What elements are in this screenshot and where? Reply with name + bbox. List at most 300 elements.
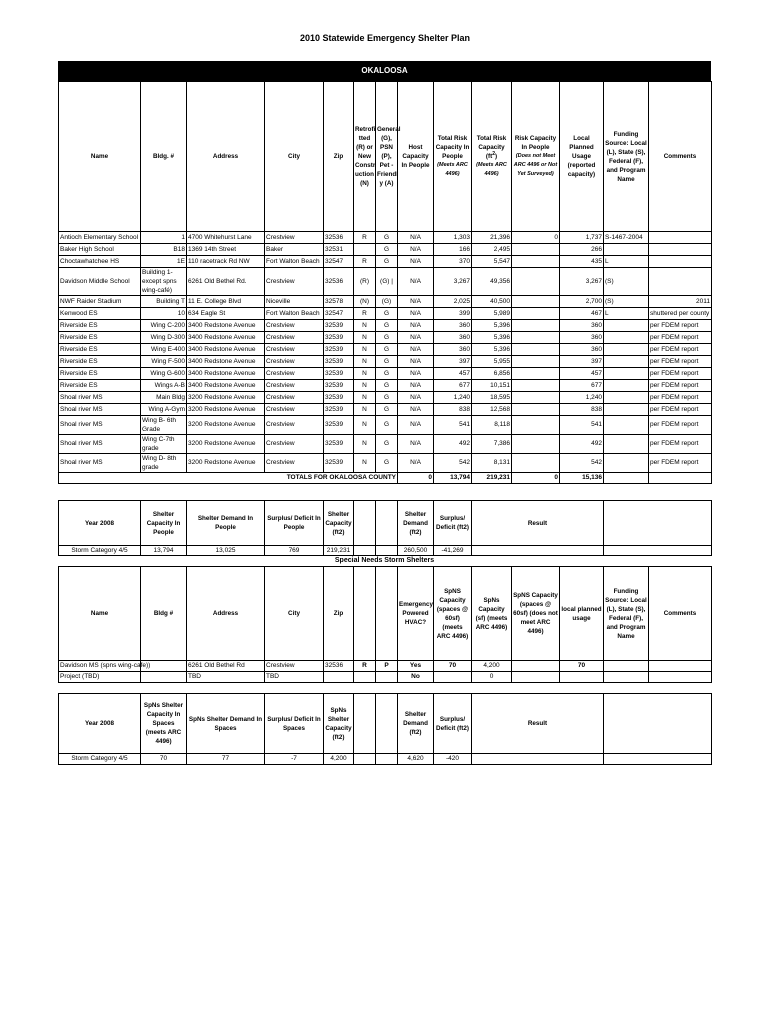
cell-lpu: 677	[560, 380, 604, 392]
cell-com: per FDEM report	[649, 435, 712, 454]
spns-col-not-meet: SpNS Capacity (spaces @ 60sf) (does not meet ARC 4496)	[512, 567, 560, 661]
special-needs-table	[58, 566, 712, 683]
cell-city: Baker	[265, 244, 324, 256]
spns-row-1-hvac: Yes	[398, 661, 434, 672]
cell-trp: 838	[434, 404, 472, 416]
spns-summary-blank-1	[354, 694, 376, 754]
cell-address: 3400 Redstone Avenue	[187, 356, 265, 368]
cell-name: Riverside ES	[59, 344, 141, 356]
spns-row-1-not-meet	[512, 661, 560, 672]
spns-col-blank-1	[354, 567, 376, 661]
cell-trf: 10,151	[472, 380, 512, 392]
summary-row-demand: 13,025	[187, 546, 265, 556]
cell-trp: 2,025	[434, 296, 472, 308]
summary-row-surplus-ft: -41,269	[434, 546, 472, 556]
total-risk-people-label: Total Risk Capacity In People	[435, 135, 470, 160]
cell-address: 1369 14th Street	[187, 244, 265, 256]
cell-zip: 32539	[324, 344, 354, 356]
cell-bldg: Wing D-300	[141, 332, 187, 344]
spns-row-1-address: 6261 Old Bethel Rd	[187, 661, 265, 672]
cell-bldg: Main Bldg	[141, 392, 187, 404]
cell-trp: 360	[434, 332, 472, 344]
spns-row-2-local	[560, 672, 604, 683]
cell-address: 3200 Redstone Avenue	[187, 454, 265, 473]
cell-trp: 1,303	[434, 232, 472, 244]
cell-name: Riverside ES	[59, 368, 141, 380]
spns-row-2-address: TBD	[187, 672, 265, 683]
col-bldg: Bldg. #	[141, 82, 187, 232]
cell-trp: 3,267	[434, 268, 472, 296]
capacity-summary-table	[58, 500, 712, 556]
cell-fund	[604, 244, 649, 256]
cell-city: Crestview	[265, 380, 324, 392]
summary-surplus-header: Surplus/ Deficit In People	[265, 501, 324, 546]
spns-col-blank-2	[376, 567, 398, 661]
cell-rn: N	[354, 435, 376, 454]
cell-bldg: Wing G-600	[141, 368, 187, 380]
cell-host: N/A	[398, 232, 434, 244]
summary-row-label: Storm Category 4/5	[59, 546, 141, 556]
cell-bldg: Wing C-200	[141, 320, 187, 332]
spns-summary-demand-header: SpNs Shelter Demand In Spaces	[187, 694, 265, 754]
special-needs-title: Special Needs Storm Shelters	[334, 557, 435, 564]
spns-summary-row-surplus-ft: -420	[434, 754, 472, 765]
cell-name: Shoal river MS	[59, 435, 141, 454]
cell-zip: 32539	[324, 416, 354, 435]
cell-fund	[604, 416, 649, 435]
spns-row-1-sf: 4,200	[472, 661, 512, 672]
spns-row-1-capacity: 70	[434, 661, 472, 672]
cell-trf: 5,955	[472, 356, 512, 368]
cell-trf: 5,396	[472, 344, 512, 356]
table-row	[59, 356, 712, 368]
cell-rc	[512, 320, 560, 332]
cell-fund	[604, 380, 649, 392]
cell-rc	[512, 368, 560, 380]
summary-surplus-ft-header: Surplus/ Deficit (ft2)	[434, 501, 472, 546]
cell-address: 3200 Redstone Avenue	[187, 435, 265, 454]
cell-rc	[512, 256, 560, 268]
cell-lpu: 397	[560, 356, 604, 368]
cell-name: NWF Raider Stadium	[59, 296, 141, 308]
cell-address: 6261 Old Bethel Rd.	[187, 268, 265, 296]
cell-trf: 40,500	[472, 296, 512, 308]
cell-rn: R	[354, 256, 376, 268]
cell-rn: (R)	[354, 268, 376, 296]
cell-trf: 8,118	[472, 416, 512, 435]
cell-host: N/A	[398, 356, 434, 368]
spns-summary-row-surplus: -7	[265, 754, 324, 765]
cell-bldg: 1	[141, 232, 187, 244]
cell-zip: 32539	[324, 332, 354, 344]
spns-summary-blank-3	[604, 694, 712, 754]
cell-fund	[604, 392, 649, 404]
summary-result-header: Result	[472, 501, 604, 546]
county-header: OKALOOSA	[58, 61, 711, 81]
spns-col-hvac: Emergency Powered HVAC?	[398, 567, 434, 661]
table-row	[59, 308, 712, 320]
cell-zip: 32539	[324, 454, 354, 473]
cell-rn: N	[354, 404, 376, 416]
cell-host: N/A	[398, 344, 434, 356]
cell-trf: 2,495	[472, 244, 512, 256]
cell-bldg: Wing C-7th grade	[141, 435, 187, 454]
cell-city: Crestview	[265, 332, 324, 344]
cell-trp: 166	[434, 244, 472, 256]
spns-col-bldg: Bldg #	[141, 567, 187, 661]
cell-name: Davidson Middle School	[59, 268, 141, 296]
summary-capacity-header: Shelter Capacity In People	[141, 501, 187, 546]
cell-com	[649, 256, 712, 268]
cell-city: Crestview	[265, 454, 324, 473]
totals-trf: 219,231	[472, 473, 512, 484]
cell-rc	[512, 344, 560, 356]
cell-trf: 12,568	[472, 404, 512, 416]
cell-address: 3200 Redstone Avenue	[187, 392, 265, 404]
spns-summary-result-header: Result	[472, 694, 604, 754]
summary-row-capacity-ft: 219,231	[324, 546, 354, 556]
summary-demand-ft-header: Shelter Demand (ft2)	[398, 501, 434, 546]
spns-row-2-capacity	[434, 672, 472, 683]
totals-host: 0	[398, 473, 434, 484]
spns-row-1-p: P	[376, 661, 398, 672]
cell-name: Riverside ES	[59, 356, 141, 368]
cell-com	[649, 232, 712, 244]
cell-rc	[512, 454, 560, 473]
totals-rc: 0	[512, 473, 560, 484]
col-general: General (G), PSN (P), Pet - Friendl y (A)	[376, 82, 398, 232]
table-row	[59, 380, 712, 392]
cell-rc	[512, 308, 560, 320]
cell-fund	[604, 320, 649, 332]
spns-row-1-name: Davidson MS (spns wing-cafe))	[59, 661, 141, 672]
summary-blank-3	[604, 501, 712, 546]
table-row	[59, 454, 712, 473]
totals-fund	[604, 473, 649, 484]
cell-fund: S-1467-2004	[604, 232, 649, 244]
cell-zip: 32536	[324, 232, 354, 244]
total-risk-people-note: (Meets ARC 4496)	[437, 162, 468, 177]
cell-lpu: 467	[560, 308, 604, 320]
cell-fund	[604, 332, 649, 344]
cell-city: Crestview	[265, 232, 324, 244]
cell-rn: R	[354, 308, 376, 320]
cell-host: N/A	[398, 392, 434, 404]
col-city: City	[265, 82, 324, 232]
cell-bldg: B18	[141, 244, 187, 256]
spns-row-2-bldg	[141, 672, 187, 683]
cell-fund: L	[604, 308, 649, 320]
shelter-table	[58, 81, 712, 484]
spns-summary-surplus-header: Surplus/ Deficit In Spaces	[265, 694, 324, 754]
spns-row-1-r: R	[354, 661, 376, 672]
summary-demand-header: Shelter Demand In People	[187, 501, 265, 546]
cell-zip: 32539	[324, 320, 354, 332]
summary-row-demand-ft: 260,500	[398, 546, 434, 556]
cell-city: Crestview	[265, 356, 324, 368]
cell-lpu: 492	[560, 435, 604, 454]
spns-row-2-funding	[604, 672, 649, 683]
table-row	[59, 392, 712, 404]
cell-trf: 5,547	[472, 256, 512, 268]
cell-zip: 32536	[324, 268, 354, 296]
cell-address: 3400 Redstone Avenue	[187, 332, 265, 344]
cell-rn: N	[354, 392, 376, 404]
cell-address: 3400 Redstone Avenue	[187, 380, 265, 392]
spns-col-capacity: SpNS Capacity (spaces @ 60sf) (meets ARC 4496)	[434, 567, 472, 661]
table-row	[59, 296, 712, 308]
cell-bldg: Wing E-400	[141, 344, 187, 356]
cell-zip: 32531	[324, 244, 354, 256]
cell-lpu: 3,267	[560, 268, 604, 296]
cell-fund	[604, 404, 649, 416]
cell-rc	[512, 404, 560, 416]
cell-host: N/A	[398, 256, 434, 268]
cell-zip: 32539	[324, 392, 354, 404]
cell-name: Shoal river MS	[59, 404, 141, 416]
spns-summary-blank-2	[376, 694, 398, 754]
cell-lpu: 838	[560, 404, 604, 416]
cell-address: 3200 Redstone Avenue	[187, 416, 265, 435]
cell-rc	[512, 244, 560, 256]
table-row	[59, 320, 712, 332]
col-host: Host Capacity In People	[398, 82, 434, 232]
cell-com: per FDEM report	[649, 404, 712, 416]
table-row	[59, 416, 712, 435]
cell-trp: 541	[434, 416, 472, 435]
shelter-rows	[59, 232, 712, 473]
cell-host: N/A	[398, 308, 434, 320]
table-row	[59, 435, 712, 454]
total-risk-ft-label	[473, 134, 510, 161]
risk-capacity-note: (Does not Meet ARC 4496 or Not Yet Surveyed)	[513, 153, 558, 177]
cell-host: N/A	[398, 268, 434, 296]
cell-fund: L	[604, 256, 649, 268]
cell-trp: 360	[434, 320, 472, 332]
summary-row-blank-2	[376, 546, 398, 556]
cell-com: per FDEM report	[649, 344, 712, 356]
spns-summary-surplus-ft-header: Surplus/ Deficit (ft2)	[434, 694, 472, 754]
cell-gen: G	[376, 308, 398, 320]
cell-rn: N	[354, 368, 376, 380]
cell-address: 3400 Redstone Avenue	[187, 344, 265, 356]
total-risk-ft-text: Total Risk Capacity (ft	[476, 135, 507, 160]
cell-rc	[512, 356, 560, 368]
cell-gen: G	[376, 356, 398, 368]
cell-city: Crestview	[265, 404, 324, 416]
cell-com	[649, 244, 712, 256]
col-funding: Funding Source: Local (L), State (S), Federal (F), and Program Name	[604, 82, 649, 232]
cell-rn: N	[354, 454, 376, 473]
cell-trp: 457	[434, 368, 472, 380]
cell-fund	[604, 356, 649, 368]
cell-host: N/A	[398, 404, 434, 416]
cell-rc	[512, 435, 560, 454]
cell-fund	[604, 435, 649, 454]
cell-bldg: Wings A-B	[141, 380, 187, 392]
col-zip: Zip	[324, 82, 354, 232]
cell-com	[649, 268, 712, 296]
cell-host: N/A	[398, 244, 434, 256]
cell-host: N/A	[398, 320, 434, 332]
cell-lpu: 435	[560, 256, 604, 268]
cell-rn	[354, 244, 376, 256]
cell-gen: G	[376, 454, 398, 473]
cell-rn: N	[354, 332, 376, 344]
cell-lpu: 542	[560, 454, 604, 473]
spns-col-city: City	[265, 567, 324, 661]
summary-year-header: Year 2008	[59, 501, 141, 546]
cell-rc	[512, 296, 560, 308]
spns-row-2-not-meet	[512, 672, 560, 683]
cell-gen: G	[376, 344, 398, 356]
spns-summary-row-blank-2	[376, 754, 398, 765]
col-name: Name	[59, 82, 141, 232]
cell-zip: 32578	[324, 296, 354, 308]
cell-com: 2011	[649, 296, 712, 308]
spns-summary-row-demand-ft: 4,620	[398, 754, 434, 765]
summary-blank-2	[376, 501, 398, 546]
cell-bldg: Wing B- 6th Grade	[141, 416, 187, 435]
spns-col-name: Name	[59, 567, 141, 661]
cell-com: per FDEM report	[649, 454, 712, 473]
cell-trf: 5,396	[472, 332, 512, 344]
cell-com: per FDEM report	[649, 380, 712, 392]
spns-row-2-name: Project (TBD)	[59, 672, 141, 683]
cell-city: Crestview	[265, 268, 324, 296]
summary-capacity-ft-header: Shelter Capacity (ft2)	[324, 501, 354, 546]
table-row	[59, 404, 712, 416]
cell-gen: G	[376, 232, 398, 244]
summary-blank-1	[354, 501, 376, 546]
cell-trp: 542	[434, 454, 472, 473]
cell-city: Fort Walton Beach	[265, 256, 324, 268]
cell-host: N/A	[398, 416, 434, 435]
cell-trf: 7,386	[472, 435, 512, 454]
spns-col-local: local planned usage	[560, 567, 604, 661]
spns-summary-row-demand: 77	[187, 754, 265, 765]
cell-trp: 399	[434, 308, 472, 320]
cell-com: per FDEM report	[649, 368, 712, 380]
spns-row-1-zip: 32536	[324, 661, 354, 672]
table-row	[59, 332, 712, 344]
col-total-risk-ft	[472, 82, 512, 232]
cell-trf: 21,396	[472, 232, 512, 244]
total-risk-ft-sup: 2	[492, 150, 495, 157]
spns-row-2-zip	[324, 672, 354, 683]
cell-host: N/A	[398, 380, 434, 392]
table-row	[59, 268, 712, 296]
spns-summary-row-label: Storm Category 4/5	[59, 754, 141, 765]
totals-label: TOTALS FOR OKALOOSA COUNTY	[59, 473, 398, 484]
cell-com: per FDEM report	[649, 416, 712, 435]
cell-gen: G	[376, 256, 398, 268]
cell-city: Niceville	[265, 296, 324, 308]
cell-name: Riverside ES	[59, 320, 141, 332]
cell-fund	[604, 454, 649, 473]
summary-row-capacity: 13,794	[141, 546, 187, 556]
cell-lpu: 1,737	[560, 232, 604, 244]
cell-lpu: 1,240	[560, 392, 604, 404]
cell-host: N/A	[398, 368, 434, 380]
cell-rn: N	[354, 344, 376, 356]
cell-rn: N	[354, 356, 376, 368]
cell-trf: 49,356	[472, 268, 512, 296]
cell-city: Crestview	[265, 392, 324, 404]
cell-gen: (G) |	[376, 268, 398, 296]
cell-gen: G	[376, 320, 398, 332]
cell-name: Kenwood ES	[59, 308, 141, 320]
cell-city: Crestview	[265, 320, 324, 332]
cell-trf: 5,396	[472, 320, 512, 332]
spns-row-1-local: 70	[560, 661, 604, 672]
summary-row-blank-3	[604, 546, 712, 556]
cell-rc	[512, 392, 560, 404]
cell-address: 11 E. College Blvd	[187, 296, 265, 308]
cell-bldg: 1E	[141, 256, 187, 268]
col-comments: Comments	[649, 82, 712, 232]
cell-com: per FDEM report	[649, 356, 712, 368]
spns-summary-row-blank-3	[604, 754, 712, 765]
cell-zip: 32547	[324, 256, 354, 268]
cell-fund	[604, 368, 649, 380]
cell-rc	[512, 268, 560, 296]
cell-rc	[512, 416, 560, 435]
cell-zip: 32539	[324, 380, 354, 392]
cell-city: Fort Walton Beach	[265, 308, 324, 320]
cell-name: Choctawhatchee HS	[59, 256, 141, 268]
total-risk-ft-close: )	[494, 153, 498, 160]
cell-host: N/A	[398, 435, 434, 454]
cell-gen: G	[376, 332, 398, 344]
spns-summary-demand-ft-header: Shelter Demand (ft2)	[398, 694, 434, 754]
spns-summary-row-capacity-ft: 4,200	[324, 754, 354, 765]
cell-bldg: Wing F-500	[141, 356, 187, 368]
cell-lpu: 266	[560, 244, 604, 256]
cell-gen: G	[376, 244, 398, 256]
cell-address: 3400 Redstone Avenue	[187, 320, 265, 332]
cell-com: per FDEM report	[649, 332, 712, 344]
spns-col-sf: SpNs Capacity (sf) (meets ARC 4496)	[472, 567, 512, 661]
col-address: Address	[187, 82, 265, 232]
cell-trf: 6,856	[472, 368, 512, 380]
spns-summary-row-capacity: 70	[141, 754, 187, 765]
cell-gen: G	[376, 368, 398, 380]
cell-name: Shoal river MS	[59, 454, 141, 473]
cell-gen: G	[376, 435, 398, 454]
spns-summary-row-blank-1	[354, 754, 376, 765]
table-row	[59, 232, 712, 244]
risk-capacity-label: Risk Capacity In People	[514, 135, 557, 151]
cell-gen: G	[376, 392, 398, 404]
cell-address: 3400 Redstone Avenue	[187, 368, 265, 380]
cell-name: Shoal river MS	[59, 416, 141, 435]
spns-row-2-hvac: No	[398, 672, 434, 683]
cell-trp: 677	[434, 380, 472, 392]
spns-row-2-city: TBD	[265, 672, 324, 683]
cell-city: Crestview	[265, 435, 324, 454]
cell-bldg: Wing A-Gym	[141, 404, 187, 416]
cell-name: Shoal river MS	[59, 392, 141, 404]
cell-rn: (N)	[354, 296, 376, 308]
cell-host: N/A	[398, 454, 434, 473]
cell-fund	[604, 344, 649, 356]
cell-rn: N	[354, 416, 376, 435]
cell-rn: R	[354, 232, 376, 244]
cell-bldg: 10	[141, 308, 187, 320]
cell-bldg: Building T	[141, 296, 187, 308]
cell-lpu: 457	[560, 368, 604, 380]
